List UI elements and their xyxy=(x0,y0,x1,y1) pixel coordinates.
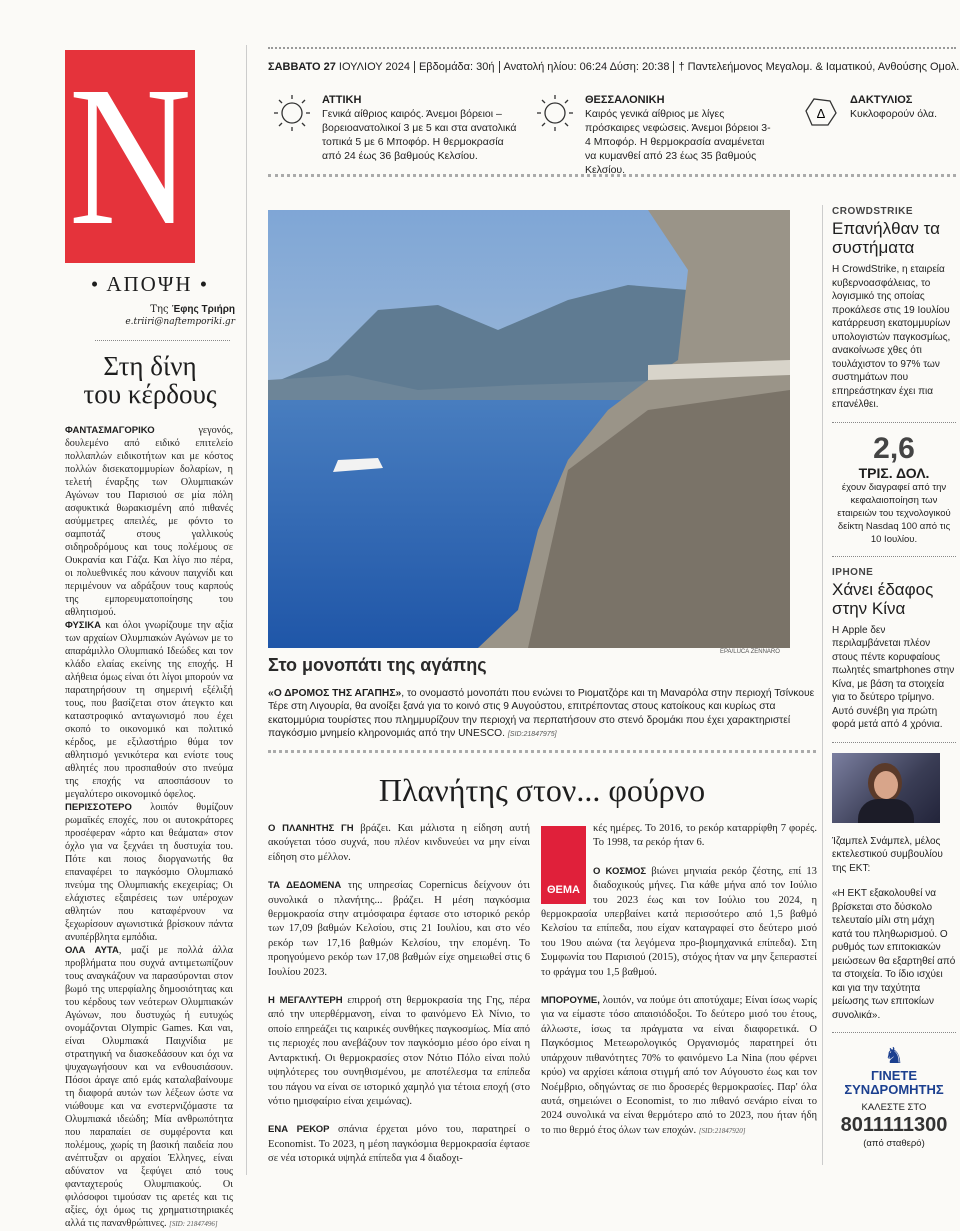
article-column-1 xyxy=(268,822,530,1181)
author-email[interactable]: e.triiri@naftemporiki.gr xyxy=(125,317,235,327)
quote-speaker: Ίζαμπελ Σνάμπελ, μέλος εκτελεστικού συμβουλίου της ΕΚΤ: xyxy=(832,835,943,874)
sun-icon xyxy=(535,93,575,133)
paragraph: Ο ΠΛΑΝΗΤΗΣ ΓΗ βράζει. Και μάλιστα η είδηση αυτή ακούγεται τόσο συχνά, που πλέον κινδυνεύει να μην είναι είδηση στο μέλλον. xyxy=(268,823,530,863)
date-bar: ΣΑΒΒΑΤΟ 27 ΙΟΥΛΙΟΥ 2024 Εβδομάδα: 30ή Ανατολή ηλίου: 06:24 Δύση: 20:38 † Παντελεήμονος Μεγαλομ. & Ιαματικού, Ανθούσης Ομολ. xyxy=(268,61,960,73)
byline: Της Έφης Τριήρη e.triiri@naftemporiki.gr xyxy=(60,304,240,327)
opinion-title: Στη δίνη του κέρδους xyxy=(83,351,217,409)
paragraph: ΠΕΡΙΣΣΟΤΕΡΟ λοιπόν θυμίζουν ρωμαϊκές εποχές, που οι αυτοκράτορες προσέφεραν «άρτο και θεάματα» στον όχλο για να ξεχνάει τη δυστυχία του. Πότε και ποιος διοργανωτής θα επαναφέρει το παγκόσμιο Ολυμπιακό πνεύμα της Ολυμπιακής εκεχειρίας; Οι ελάχιστες εξαιρέσεις των υπέροχων αθλητών που καταφέρνουν να ξεχωρίσουν αγωνιστικά βρίσκουν πάντα ανυπέρβλητα εμπόδια. xyxy=(65,802,233,943)
svg-text:Δ: Δ xyxy=(816,106,826,121)
ring-road-icon xyxy=(800,93,840,133)
figure-value: 2,6 xyxy=(873,431,915,465)
paragraph: Ο ΚΟΣΜΟΣ βιώνει μηνιαία ρεκόρ ζέστης, επί 13 διαδοχικούς μήνες. Για κάθε μήνα από τον Ιούλιο του 2023 έως και τον Ιούλιο του 2024, η θερμοκρασία υπερβαίνει κατά περισσότερο από 1,5 βαθμό Κελσίου τα επίπεδα, που είχαν καταγραφεί στο δεύτερο μισό του 19ου αιώνα (τα λεγόμενα προ-βιομηχανικά επίπεδα). Στη Συμφωνία του Παρισιού (2015), στόχος ήταν να μην ξεπεραστεί το φράγμα του 1,5 βαθμού. xyxy=(541,865,817,978)
author-name: Έφης Τριήρη xyxy=(171,304,235,315)
paragraph: ΜΠΟΡΟΥΜΕ, λοιπόν, να πούμε ότι αποτύχαμε; Είναι ίσως νωρίς για να είμαστε τόσο απαισιόδοξοι. Το δεύτερο μισό του έτους, άλλωστε, ίσως τα πράγματα να είναι διαφορετικά. Ο Παγκόσμιος Μετεωρολογικός Οργανισμός παρατηρεί ότι υπάρχουν πιθανότητες 70% το φαινόμενο La Nina (που φέρνει κρύο) να αρχίσει κάποια στιγμή από τον Αύγουστο έως και τον Νοέμβριο, οδηγώντας σε πιο δροσερές θερμοκρασίες. Παρ' όλα αυτά, σημειώνει ο Economist, το πιο πιθανό σενάριο είναι το 2024 συνολικά να είναι θερμότερο από το 2023, που ήταν ήδη το πιο θερμό έτος όλων των εποχών. [SID:21847920] xyxy=(541,995,817,1136)
photo-credit: ΕΡΑ/LUCA ZENNARO xyxy=(720,649,780,655)
iphone-headline: Χάνει έδαφος στην Κίνα xyxy=(832,579,934,618)
crowdstrike-headline: Επανήλθαν τα συστήματα xyxy=(832,219,940,257)
subscription-phone[interactable]: 8011111300 xyxy=(840,1114,948,1136)
cinque-terre-photo xyxy=(268,210,790,648)
hermes-icon: ♞ xyxy=(884,1043,904,1068)
paragraph: ΦΥΣΙΚΑ και όλοι γνωρίζουμε την αξία των αρχαίων Ολυμπιακών Αγώνων με το απαράμιλλο Ολυμπιακό Ιδεώδες και τον κλάδο ελαίας εκείνης της εποχής. Η αλήθεια όμως είναι ότι λίγοι μπορούν να παρατηρήσουν τη σημερινή εξέλιξή τους, που βασίζεται στον άτεγκτο και καταστροφικό ανταγωνισμό που έχει σκοπό το οικονομικό και πολιτικό κέρδος, με εξιλαστήριο θύμα τον αθλητισμό γενικότερα και ενίοτε τους αθλητές που προσπαθούν στο πνεύμα της εποχής να αποσπάσουν το μεγαλύτερο οικονομικό όφελος. xyxy=(65,620,233,800)
opinion-body xyxy=(65,424,233,1231)
article-title: Πλανήτης στον... φούρνο xyxy=(378,772,706,808)
sidebar: CROWDSTRIKE Επανήλθαν τα συστήματα Η CrowdStrike, η εταιρεία κυβερνοασφάλειας, το λογισμικό της οποίας προκάλεσε στις 19 Ιουλίου κατάρρευση εκατομμυρίων υπολογιστών παγκοσμίως, ανακοίνωσε χθες ότι τουλάχιστον το 97% των συστημάτων που επηρεάστηκαν έχει πια επανέλθει. 2,6 ΤΡΙΣ. ΔΟΛ. έχουν διαγραφεί από την κεφαλαιοποίηση των εταιρειών του τεχνολογικού δείκτη Nasdaq 100 από τις 10 Ιουλίου. IPHONE Χάνει έδαφος στην Κίνα Η Apple δεν περιλαμβάνεται πλέον στους πέντε κορυφαίους πωλητές smartphones στην Κίνα, με βάση τα στοιχεία για το δεύτερο τρίμηνο. Αυτό συνέβη για πρώτη φορά μετά από 4 χρόνια. Ίζαμπελ Σνάμπελ, μέλος εκτελεστικού συμβουλίου της ΕΚΤ: «Η ΕΚΤ εξακολουθεί να βρίσκεται στο δύσκολο τελευταίο μίλι στη μάχη κατά του πληθωρισμού. Ο ρυθμός των επιτοκιακών μειώσεων θα εξαρτηθεί από τα στοιχεία. Το ίδιο ισχύει και για την ταχύτητα μείωσης των επιτοκίων συνολικά». ♞ ΓΙΝΕΤΕ ΣΥΝΔΡΟΜΗΤΗΣ ΚΑΛΕΣΤΕ ΣΤΟ 8011111300 (από σταθερό) xyxy=(832,206,956,1149)
portrait-photo xyxy=(832,753,940,823)
topic-tag: ΘΕΜΑ xyxy=(541,826,586,904)
paragraph: κές ημέρες. Το 2016, το ρεκόρ καταρρίφθη 7 φορές. Το 1998, τα ρεκόρ ήταν 6. xyxy=(593,823,817,849)
paragraph: ΤΑ ΔΕΔΟΜΕΝΑ της υπηρεσίας Copernicus δείχνουν ότι συνολικά ο πλανήτης... βράζει. Η μέση παγκόσμια θερμοκρασία στην ατμόσφαιρα έφτασε στο ιστορικό ρεκόρ των 17,09 βαθμών Κελσίου, στις 21 Ιουλίου, και στο νέο ρεκόρ των 17,16 βαθμών Κελσίου, την επομένη. Το προηγούμενο ρεκόρ των 17,08 βαθμών είχε σημειωθεί στις 6 Ιουλίου 2023. xyxy=(268,880,531,978)
weather-attica: ΑΤΤΙΚΗ Γενικά αίθριος καιρός. Άνεμοι βόρειοι – βορειοανατολικοί 3 με 5 και στα ανατολικά τοπικά 5 με 6 Μποφόρ. Η θερμοκρασία από 24 έως 36 βαθμούς Κελσίου. xyxy=(272,93,522,163)
paragraph: ΦΑΝΤΑΣΜΑΓΟΡΙΚΟ γεγονός, δουλεμένο από ειδικό επιτελείο πολλαπλών ειδικοτήτων και με κόστος πολλών δισεκατομμυρίων δολαρίων, η τελετή έναρξης των Ολυμπιακών Αγώνων του Παρισιού σε μία πόλη ασφυκτικά θωρακισμένη από πιθανές ασύμμετρες απειλές, με φόντο το σαμποτάζ στους γαλλικούς σιδηροδρόμους και τους πολέμους σε Ουκρανία και Γάζα. Και λίγο πιο πέρα, οι πολυεθνικές που κάνουν παιχνίδι και περιμένουν να αδράξουν τους καρπούς της εμπορευματοποίησης του αθλητισμού. xyxy=(65,425,233,618)
weather-thessaloniki: ΘΕΣΣΑΛΟΝΙΚΗ Καιρός γενικά αίθριος με λίγες πρόσκαιρες νεφώσεις. Άνεμοι βόρειοι 3-4 Μποφόρ. Η θερμοκρασία αναμένεται να κυμανθεί από 23 έως 35 βαθμούς Κελσίου. xyxy=(535,93,775,177)
photo-caption: «Ο ΔΡΟΜΟΣ ΤΗΣ ΑΓΑΠΗΣ», το ονομαστό μονοπάτι που ενώνει το Ριοματζόρε και τη Μαναρόλα στην περιοχή Τσίνκουε Τέρε στη Λιγουρία, θα ανοίξει ξανά για το κοινό στις 9 Αυγούστου, επιτρέποντας στους κατοίκους και κυρίως στα εκατομμύρια τουρίστες που πλημμυρίζουν την περιοχή να περπατήσουν στο στενό δρομάκι που έχει χαρακτηριστεί παγκόσμιο μνημείο κληρονομιάς από την UNESCO. [SID:21847975] xyxy=(268,688,815,739)
section-label: • ΑΠΟΨΗ • xyxy=(90,272,210,296)
quote-text: «Η ΕΚΤ εξακολουθεί να βρίσκεται στο δύσκολο τελευταίο μίλι στη μάχη κατά του πληθωρισμού. Ο ρυθμός των επιτοκιακών μειώσεων θα εξαρτηθεί από τα στοιχεία. Το ίδιο ισχύει και για την ταχύτητα μείωσης των επιτοκίων συνολικά». xyxy=(832,888,956,1021)
paragraph: ΕΝΑ ΡΕΚΟΡ σπάνια έρχεται μόνο του, παρατηρεί ο Economist. Το 2023, η μέση παγκόσμια θερμοκρασία έφτασε σε νέα ιστορικά υψηλά επίπεδα για 4 διαδοχι- xyxy=(268,1124,530,1165)
paragraph: ΟΛΑ ΑΥΤΑ, μαζί με πολλά άλλα προβλήματα που συχνά αντιμετωπίζουν τους αναγκάζουν να παρασύρονται στον βωμό της υπερφίαλης δημοσιότητας και του κέρδους των νεότερων Ολυμπιακών Αγώνων, που δυστυχώς ή ευτυχώς ονομάζονται Olympic Games. Και ναι, είναι Ολυμπιακά Παιχνίδια με στρατηγική να διασκεδάσουν και όχι να ψυχαγωγήσουν και να ενθουσιάσουν. Πόσοι άραγε από εμάς καταλαβαίνουμε τη διαφορά αυτών των λέξεων ώστε να νιώθουμε και να ενστερνιζόμαστε τα Ολυμπιακά ιδεώδη; Μία ανθρωπότητα που παραπαίει σε συμφέροντα και πολέμους, χωρίς τη βασική παιδεία που ανέπτυξαν οι αρχαίοι Έλληνες, είναι αδύνατον να ξεφύγει από τους φανταχτερούς Ολυμπιακούς. Οι φιλόσοφοι τιμούσαν τις αρετές και τις αξίες, όχι όμως τις χρηματιστηριακές αλλά τις πανανθρώπινες. [SID: 21847496] xyxy=(65,945,233,1229)
newspaper-logo: N xyxy=(65,50,195,263)
column-divider xyxy=(822,205,823,1165)
column-divider xyxy=(246,45,247,1175)
sun-icon xyxy=(272,93,312,133)
photo-headline: Στο μονοπάτι της αγάπης xyxy=(268,655,487,675)
traffic-ring: Δ ΔΑΚΤΥΛΙΟΣ Κυκλοφορούν όλα. xyxy=(800,93,950,133)
paragraph: Η ΜΕΓΑΛΥΤΕΡΗ επιρροή στη θερμοκρασία της Γης, πέρα από την υπερθέρμανση, είναι το φαινόμενο Ελ Νίνιο, το οποίο επηρεάζει τις καιρικές συνθήκες παγκοσμίως. Μία από τις περιοχές που ανεβάζουν τον παγκόσμιο μέσο όρο είναι η Ανταρκτική. Οι θερμοκρασίες στον Νότιο Πόλο είναι πολύ υψηλότερες του συνηθισμένου, με αποτέλεσμα τα επίπεδα του πάγου να είναι σε ιστορικό χαμηλό για τέτοια εποχή (στο νότιο ημισφαίριο είναι χειμώνας). xyxy=(268,995,530,1107)
